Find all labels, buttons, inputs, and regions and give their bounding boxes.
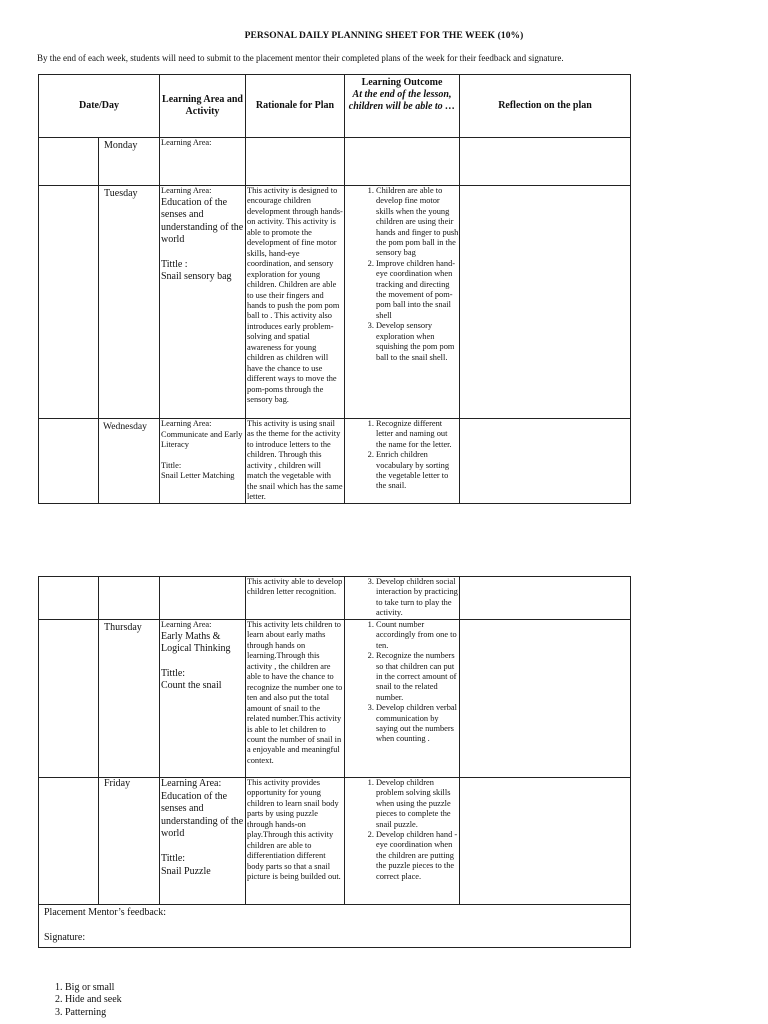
table-header-row <box>39 75 631 138</box>
intro-text: By the end of each week, students will need to submit to the placement mentor their completed plans of the week for their feedback and signature. <box>37 53 564 63</box>
thursday-title: Count the snail <box>161 680 222 692</box>
wednesday-reflection[interactable] <box>460 419 631 504</box>
page-title: PERSONAL DAILY PLANNING SHEET FOR THE WEEK (10%) <box>244 31 524 41</box>
table-row-wednesday <box>39 419 631 504</box>
list-item: 1. Big or small <box>65 982 122 994</box>
friday-rationale: This activity provides opportunity for young children to learn snail body parts by using puzzle through hands-on play.Through this activity children are able to differentiation different body parts so that a snail picture is being builded out. <box>246 778 345 905</box>
wednesday-learning-area <box>160 419 246 504</box>
friday-area: Education of the senses and understanding of the world <box>161 790 244 840</box>
wednesday-rationale-continued: This activity able to develop children letter recognition. <box>246 577 345 620</box>
list-item: 1. Recognize different letter and naming out the name for the letter. <box>376 419 459 450</box>
list-item: 1. Children are able to develop fine motor skills when the young children are using their hands and finger to push the pom pom ball in the sensory bag <box>376 186 459 259</box>
feedback-label: Placement Mentor’s feedback: <box>44 907 166 918</box>
wednesday-outcome-list-continued <box>345 577 459 619</box>
thursday-outcomes <box>345 620 460 778</box>
tuesday-title-label: Tittle : <box>161 258 188 270</box>
list-item: 3. Develop sensory exploration when squishing the pom pom ball to the snail shell. <box>376 321 459 363</box>
thursday-learning-area <box>160 620 246 778</box>
activity-ideas-list <box>47 982 122 1019</box>
thursday-outcome-list <box>345 620 459 745</box>
wednesday-outcome-list <box>345 419 459 492</box>
tuesday-area-label: Learning Area: <box>161 186 212 195</box>
tuesday-reflection[interactable] <box>460 186 631 419</box>
blank-cell <box>160 577 246 620</box>
friday-title: Snail Puzzle <box>161 865 211 877</box>
blank-cell <box>39 778 99 905</box>
list-item: 2. Enrich children vocabulary by sorting the vegetable letter to the snail. <box>376 450 459 492</box>
table-row-tuesday <box>39 186 631 419</box>
header-rationale: Rationale for Plan <box>246 75 345 138</box>
day-wednesday: Wednesday <box>99 419 160 504</box>
table-row-friday <box>39 778 631 905</box>
list-item: 1. Count number accordingly from one to ten. <box>376 620 459 651</box>
friday-area-label: Learning Area: <box>161 778 222 789</box>
day-friday: Friday <box>99 778 160 905</box>
thursday-area: Early Maths & Logical Thinking <box>161 630 231 655</box>
monday-rationale <box>246 138 345 186</box>
friday-outcomes <box>345 778 460 905</box>
list-item: 3. Develop children social interaction by practicing to take turn to play the activity. <box>376 577 459 619</box>
blank-cell <box>39 577 99 620</box>
wednesday-title-label: Tittle: <box>161 460 182 470</box>
tuesday-outcome-list <box>345 186 459 363</box>
tuesday-outcomes <box>345 186 460 419</box>
mentor-feedback-cell[interactable] <box>39 905 631 948</box>
day-monday: Monday <box>99 138 160 186</box>
header-date-day: Date/Day <box>39 75 160 138</box>
monday-outcome <box>345 138 460 186</box>
planning-table-part-1 <box>38 74 631 504</box>
day-thursday: Thursday <box>99 620 160 778</box>
wednesday-area-label: Learning Area: <box>161 419 212 428</box>
list-item: 2. Recognize the numbers so that children can put in the correct amount of snail to the related number. <box>376 651 459 703</box>
header-learning-area: Learning Area and Activity <box>160 75 246 138</box>
list-item: 1. Develop children problem solving skills when using the puzzle pieces to complete the snail puzzle. <box>376 778 459 830</box>
friday-title-label: Tittle: <box>161 852 186 864</box>
list-item: 2. Improve children hand-eye coordination when tracking and directing the movement of pom-pom ball into the snail shell <box>376 259 459 321</box>
list-item: 2. Hide and seek <box>65 994 122 1006</box>
friday-learning-area <box>160 778 246 905</box>
tuesday-rationale: This activity is designed to encourage children development through hands-on activity. This activity is able to promote the development of fine motor skills, hand-eye coordination, and sensory exploration for young children. Children are able to use their fingers and hands to push the pom pom ball to . This activity also introduces early problem-solving and spatial awareness for young children as children will have the chance to use different ways to move the pom-poms through the sensory bag. <box>246 186 345 419</box>
table-row-monday <box>39 138 631 186</box>
table-row-feedback <box>39 905 631 948</box>
monday-area-label: Learning Area: <box>160 138 246 186</box>
blank-cell <box>39 186 99 419</box>
blank-cell <box>39 419 99 504</box>
tuesday-learning-area <box>160 186 246 419</box>
table-row-wednesday-continued <box>39 577 631 620</box>
monday-reflection[interactable] <box>460 138 631 186</box>
blank-cell <box>99 577 160 620</box>
blank-cell <box>39 620 99 778</box>
header-outcome-subtitle: At the end of the lesson, children will be able to … <box>348 89 456 112</box>
blank-cell <box>39 138 99 186</box>
wednesday-area: Communicate and Early Literacy <box>161 429 243 449</box>
thursday-reflection[interactable] <box>460 620 631 778</box>
list-item: 3. Patterning <box>65 1007 122 1019</box>
list-item: 3. Develop children verbal communication by saying out the numbers when counting . <box>376 703 459 745</box>
thursday-title-label: Tittle: <box>161 667 186 679</box>
list-item: 2. Develop children hand -eye coordination when the children are putting the puzzle pieces to the correct place. <box>376 830 459 882</box>
wednesday-outcomes <box>345 419 460 504</box>
planning-table-part-2 <box>38 576 631 948</box>
header-learning-outcome <box>345 75 460 138</box>
signature-label: Signature: <box>44 932 86 943</box>
tuesday-area: Education of the senses and understanding of the world <box>161 196 244 246</box>
wednesday-outcome-continued <box>345 577 460 620</box>
day-tuesday: Tuesday <box>99 186 160 419</box>
wednesday-reflection-continued[interactable] <box>460 577 631 620</box>
wednesday-rationale: This activity is using snail as the theme for the activity to introduce letters to the children. Through this activity , children will match the vegetable with the snail which has the same letter. <box>247 419 343 502</box>
thursday-rationale: This activity lets children to learn about early maths through hands on learning.Through this activity , the children are able to have the chance to recognize the number one to ten and also put the total amount of snail to the related number.This activity is able to let children to count the number of snail in a enjoyable and meaningful context. <box>246 620 345 778</box>
friday-outcome-list <box>345 778 459 882</box>
wednesday-title: Snail Letter Matching <box>161 471 235 480</box>
table-row-thursday <box>39 620 631 778</box>
header-reflection: Reflection on the plan <box>460 75 631 138</box>
thursday-area-label: Learning Area: <box>161 620 212 629</box>
tuesday-title: Snail sensory bag <box>161 271 232 283</box>
header-outcome-title: Learning Outcome <box>361 77 443 88</box>
friday-reflection[interactable] <box>460 778 631 905</box>
